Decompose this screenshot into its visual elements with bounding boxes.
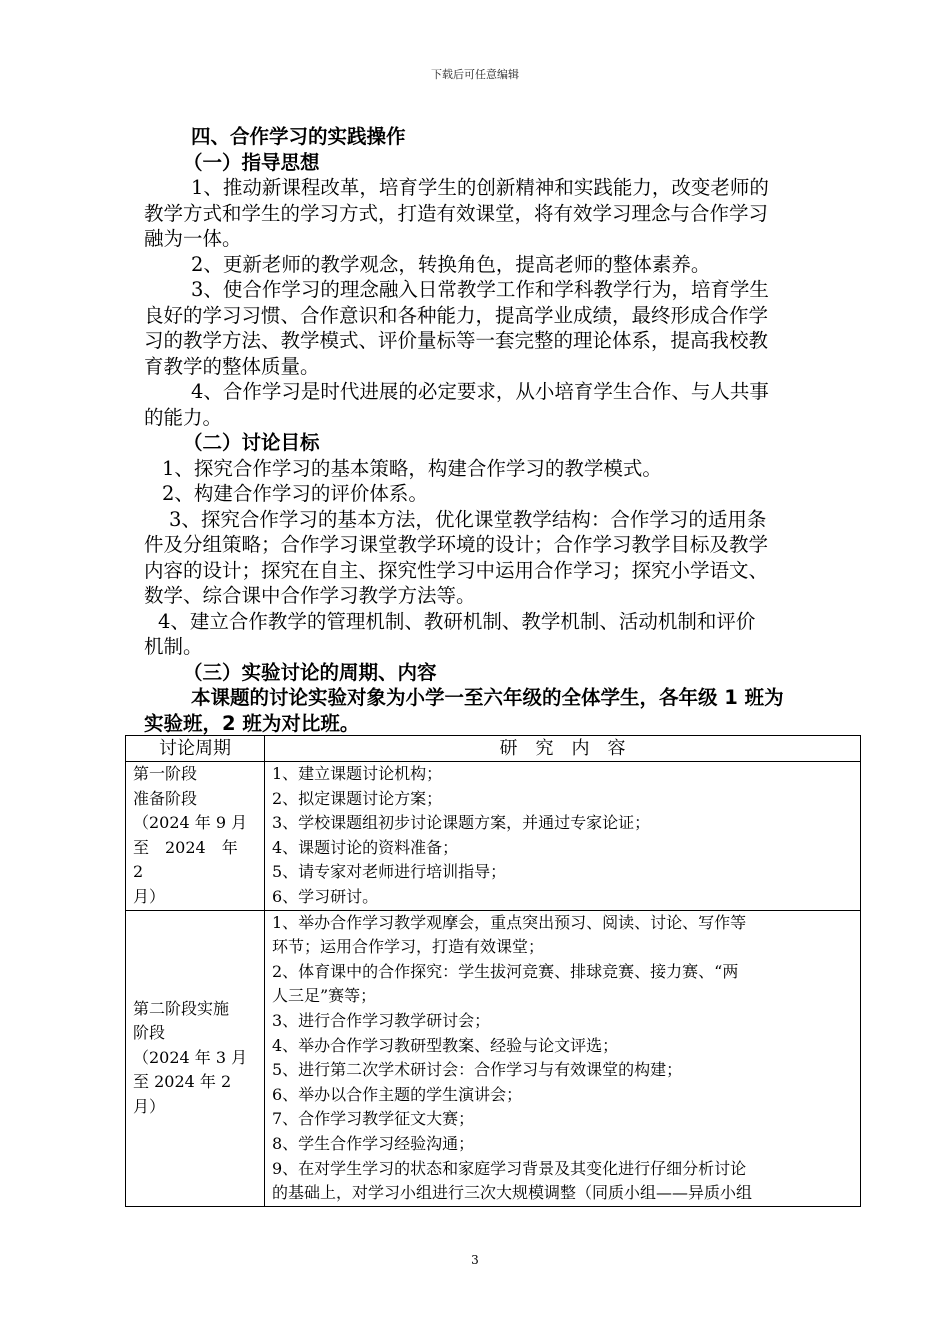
content-line: 人三足”赛等；: [272, 986, 377, 1006]
content-line: 2、体育课中的合作探究：学生拔河竞赛、排球竞赛、接力赛、“两: [272, 961, 739, 981]
paragraph-line: 2、构建合作学习的评价体系。: [162, 482, 428, 505]
stage-cell: [126, 762, 265, 911]
document-body: [144, 124, 860, 736]
content-line: 3、学校课题组初步讨论课题方案，并通过专家论证；: [272, 813, 651, 833]
paragraph-line: 4、合作学习是时代进展的必定要求，从小培育学生合作、与人共事: [191, 380, 769, 403]
stage-text: 至 2024 年 2: [133, 1072, 232, 1092]
content-line: 5、请专家对老师进行培训指导；: [272, 862, 507, 882]
subsection-title-3: （三）实验讨论的周期、内容: [183, 660, 437, 684]
paragraph-line: 育教学的整体质量。: [144, 354, 320, 378]
column-header-content: 研 究 内 容: [265, 736, 861, 762]
content-line: 2、拟定课题讨论方案；: [272, 788, 443, 808]
paragraph-line-bold: 本课题的讨论实验对象为小学一至六年级的全体学生，各年级 1 班为: [191, 686, 784, 709]
content-cell: [265, 910, 861, 1206]
stage-text: （2024 年 3 月: [133, 1047, 248, 1067]
page-number: 3: [471, 1253, 479, 1267]
section-title: 四、合作学习的实践操作: [191, 125, 406, 148]
paragraph-line: 件及分组策略；合作学习课堂教学环境的设计；合作学习教学目标及教学: [144, 533, 769, 556]
stage-text: 月）: [133, 886, 166, 906]
paragraph-line-bold: 实验班，2 班为对比班。: [144, 711, 360, 735]
stage-text: 第一阶段: [133, 764, 198, 783]
content-cell: [265, 762, 861, 911]
content-line: 4、举办合作学习教研型教案、经验与论文评选；: [272, 1035, 619, 1055]
stage-text: 月）: [133, 1097, 166, 1117]
subsection-title-1: （一）指导思想: [183, 150, 320, 174]
content-line: 6、举办以合作主题的学生演讲会；: [272, 1084, 523, 1104]
page-header-note: 下载后可任意编辑: [431, 68, 519, 81]
content-line: 7、合作学习教学征文大赛；: [272, 1109, 475, 1129]
content-line: 9、在对学生学习的状态和家庭学习背景及其变化进行仔细分析讨论: [272, 1158, 747, 1178]
content-line: 6、学习研讨。: [272, 886, 379, 906]
stage-text: 准备阶段: [133, 788, 198, 808]
paragraph-line: 的能力。: [144, 405, 223, 429]
content-line: 5、进行第二次学术研讨会：合作学习与有效课堂的构建；: [272, 1060, 683, 1080]
research-plan-table: [125, 735, 861, 1207]
paragraph-line: 3、使合作学习的理念融入日常教学工作和学科教学行为，培育学生: [191, 278, 769, 301]
paragraph-line: 良好的学习习惯、合作意识和各种能力，提高学业成绩，最终形成合作学: [144, 303, 769, 327]
stage-text: （2024 年 9 月: [133, 813, 248, 833]
content-line: 1、举办合作学习教学观摩会，重点突出预习、阅读、讨论、写作等: [272, 912, 747, 932]
column-header-period: 讨论周期: [126, 736, 265, 762]
subsection-title-2: （二）讨论目标: [183, 431, 320, 454]
stage-text: 第二阶段实施: [133, 998, 230, 1018]
paragraph-line: 融为一体。: [144, 227, 242, 250]
content-line: 的基础上，对学习小组进行三次大规模调整（同质小组——异质小组: [272, 1183, 753, 1203]
paragraph-line: 内容的设计；探究在自主、探究性学习中运用合作学习；探究小学语文、: [144, 558, 769, 582]
stage-cell: [126, 910, 265, 1206]
table-row: [126, 762, 861, 911]
table-row: [126, 910, 861, 1206]
paragraph-line: 1、探究合作学习的基本策略，构建合作学习的教学模式。: [162, 456, 662, 480]
paragraph-line: 2、更新老师的教学观念，转换角色，提高老师的整体素养。: [191, 252, 711, 276]
paragraph-line: 数学、综合课中合作学习教学方法等。: [144, 584, 476, 607]
content-line: 3、进行合作学习教学研讨会；: [272, 1010, 491, 1030]
table-header-row: [126, 736, 861, 762]
content-line: 环节；运用合作学习，打造有效课堂；: [272, 937, 545, 957]
paragraph-line: 1、推动新课程改革，培育学生的创新精神和实践能力，改变老师的: [191, 176, 769, 199]
content-line: 1、建立课题讨论机构；: [272, 764, 443, 783]
content-line: 4、课题讨论的资料准备；: [272, 837, 459, 857]
paragraph-line: 4、建立合作教学的管理机制、教研机制、教学机制、活动机制和评价: [158, 609, 756, 633]
paragraph-line: 3、探究合作学习的基本方法，优化课堂教学结构：合作学习的适用条: [169, 507, 767, 531]
paragraph-line: 机制。: [144, 635, 203, 658]
stage-text: 至 2024 年 2: [133, 837, 254, 882]
content-line: 8、学生合作学习经验沟通；: [272, 1133, 475, 1153]
paragraph-line: 教学方式和学生的学习方式，打造有效课堂，将有效学习理念与合作学习: [144, 201, 769, 225]
stage-text: 阶段: [133, 1023, 166, 1043]
paragraph-line: 习的教学方法、教学模式、评价量标等一套完整的理论体系，提高我校教: [144, 329, 769, 352]
